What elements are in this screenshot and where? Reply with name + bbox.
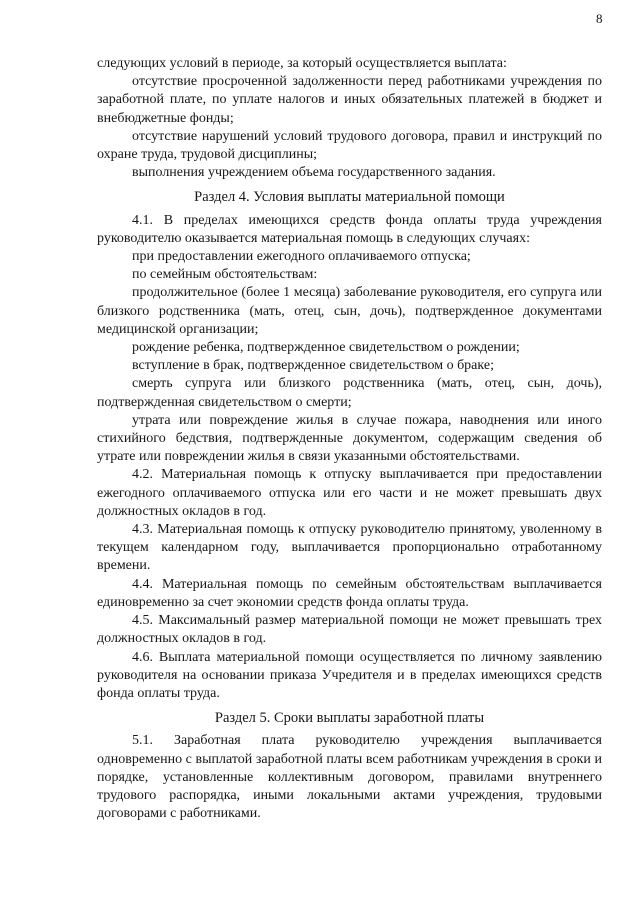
paragraph: отсутствие просроченной задолженности перед работниками учреждения по заработной плате, по уплате налогов и иных обязательных платежей в бюджет и внебюджетные фонды; xyxy=(97,74,602,126)
paragraph: по семейным обстоятельствам: xyxy=(132,267,318,283)
paragraph: 4.1. В пределах имеющихся средств фонда оплаты труда учреждения руководителю оказывается материальная помощь в следующих случаях: xyxy=(97,212,602,246)
paragraph: следующих условий в периоде, за который осуществляется выплата: xyxy=(97,56,507,71)
paragraph: 5.1. Заработная плата руководителю учреждения выплачивается одновременно с выплатой заработной платы всем работникам учреждения в сроки и порядке, установленные коллективным договором, правилами внутреннего трудового распорядка, иными локальными актами учреждения, трудовыми договорами с работниками. xyxy=(97,733,602,822)
page-number: 8 xyxy=(596,11,603,26)
paragraph: при предоставлении ежегодного оплачиваемого отпуска; xyxy=(132,249,471,265)
document-body xyxy=(97,55,602,823)
paragraph: продолжительное (более 1 месяца) заболевание руководителя, его супруга или близкого родственника (мать, отец, сын, дочь), подтвержденное документами медицинской организации; xyxy=(97,285,602,337)
paragraph: утрата или повреждение жилья в случае пожара, наводнения или иного стихийного бедствия, подтвержденные документом, содержащим сведения об утрате или повреждении жилья в связи указанными обстоятельствами. xyxy=(97,412,602,465)
paragraph: 4.3. Материальная помощь к отпуску руководителю принятому, уволенному в текущем календарном году, выплачивается пропорционально отработанному времени. xyxy=(97,522,602,574)
paragraph: вступление в брак, подтвержденное свидетельством о браке; xyxy=(132,358,494,374)
paragraph: 4.5. Максимальный размер материальной помощи не может превышать трех должностных окладов в год. xyxy=(97,613,602,647)
section-heading: Раздел 4. Условия выплаты материальной помощи xyxy=(194,189,505,206)
paragraph: смерть супруга или близкого родственника (мать, отец, сын, дочь), подтвержденная свидетельством о смерти; xyxy=(97,376,602,410)
paragraph: 4.2. Материальная помощь к отпуску выплачивается при предоставлении ежегодного оплачиваемого отпуска или его части и не может превышать двух должностных окладов в год. xyxy=(97,467,602,519)
paragraph: 4.4. Материальная помощь по семейным обстоятельствам выплачивается единовременно за счет экономии средств фонда оплаты труда. xyxy=(97,576,602,610)
paragraph: отсутствие нарушений условий трудового договора, правил и инструкций по охране труда, трудовой дисциплины; xyxy=(97,128,602,163)
paragraph: выполнения учреждением объема государственного задания. xyxy=(132,165,496,181)
paragraph: рождение ребенка, подтвержденное свидетельством о рождении; xyxy=(132,340,520,356)
section-heading: Раздел 5. Сроки выплаты заработной платы xyxy=(214,710,485,727)
paragraph: 4.6. Выплата материальной помощи осуществляется по личному заявлению руководителя на основании приказа Учредителя и в пределах имеющихся средств фонда оплаты труда. xyxy=(97,649,602,701)
